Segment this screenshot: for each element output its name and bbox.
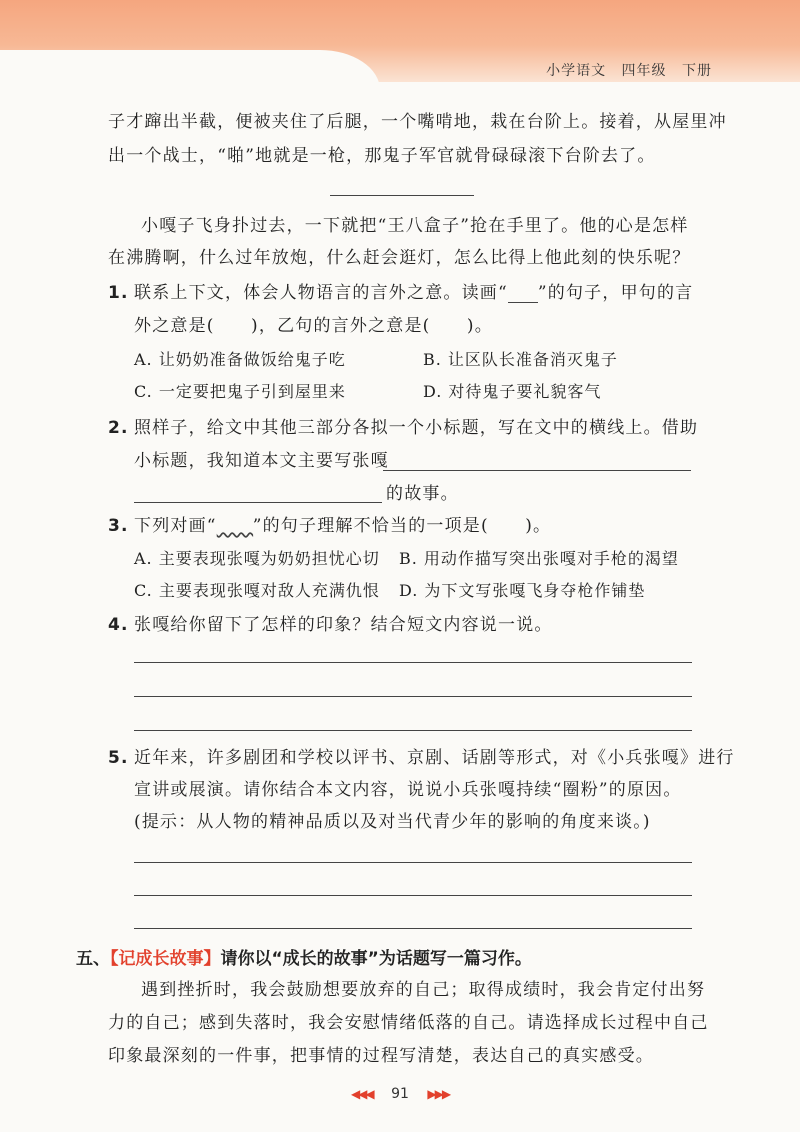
section-five-body-3: 印象最深刻的一件事，把事情的过程写清楚，表达自己的真实感受。: [108, 1046, 654, 1066]
q2-answer-blank-1[interactable]: [383, 470, 691, 471]
page-footer: [0, 1086, 800, 1102]
question-1-answer-line[interactable]: 外之意是( )，乙句的言外之意是( )。: [134, 316, 493, 336]
question-2-line2: 小标题，我知道本文主要写张嘎: [134, 451, 389, 471]
q1-option-d[interactable]: D. 对待鬼子要礼貌客气: [423, 382, 602, 401]
question-5: [108, 748, 735, 768]
q4-answer-line-2[interactable]: [134, 696, 692, 697]
q5-answer-line-1[interactable]: [134, 862, 692, 863]
prev-arrows-icon: ◀◀◀: [350, 1087, 373, 1101]
question-text: 照样子，给文中其他三部分各拟一个小标题，写在文中的横线上。借助: [134, 418, 699, 438]
question-1: [108, 283, 693, 303]
question-2: [108, 418, 698, 438]
course-label: [536, 60, 712, 80]
wavy-underline-sample: [217, 516, 253, 536]
question-text: ”的句子理解不恰当的一项是( )。: [252, 516, 552, 536]
straight-underline-sample: [508, 302, 538, 303]
q4-answer-line-1[interactable]: [134, 662, 692, 663]
q5-answer-line-2[interactable]: [134, 895, 692, 896]
subject: 小学语文: [546, 63, 607, 79]
q3-option-b[interactable]: B. 用动作描写突出张嘎对手枪的渴望: [399, 549, 679, 568]
question-text: ”的句子，甲句的言: [537, 283, 694, 303]
q1-option-b[interactable]: B. 让区队长准备消灭鬼子: [423, 350, 618, 369]
q3-option-c[interactable]: C. 主要表现张嘎对敌人充满仇恨: [134, 581, 380, 600]
page-number: 91: [391, 1086, 409, 1102]
q3-option-a[interactable]: A. 主要表现张嘎为奶奶担忧心切: [134, 549, 380, 568]
passage-line-2: 出一个战士，“啪”地就是一枪，那鬼子军官就骨碌碌滚下台阶去了。: [108, 146, 656, 166]
volume: 下册: [682, 63, 712, 79]
question-5-hint: (提示：从人物的精神品质以及对当代青少年的影响的角度来谈。): [134, 812, 651, 832]
question-text: 近年来，许多剧团和学校以评书、京剧、话剧等形式，对《小兵张嘎》进行: [134, 748, 735, 768]
q2-answer-blank-2[interactable]: [134, 502, 382, 503]
passage-line-1: 子才蹿出半截，便被夹住了后腿，一个嘴啃地，栽在台阶上。接着，从屋里冲: [108, 112, 727, 132]
q5-answer-line-3[interactable]: [134, 928, 692, 929]
passage-line-4: 在沸腾啊，什么过年放炮，什么赶会逛灯，怎么比得上他此刻的快乐呢？: [108, 248, 691, 268]
question-text: 联系上下文，体会人物语言的言外之意。读画“: [134, 283, 508, 303]
section-label: 五、: [76, 949, 110, 969]
section-tag: 【记成长故事】: [110, 949, 221, 969]
q3-option-d[interactable]: D. 为下文写张嘎飞身夺枪作铺垫: [399, 581, 646, 600]
subtitle-blank-line[interactable]: [330, 195, 474, 196]
question-number: 2.: [108, 418, 129, 438]
question-number: 3.: [108, 516, 129, 536]
q1-option-c[interactable]: C. 一定要把鬼子引到屋里来: [134, 382, 346, 401]
section-five-body-1: 遇到挫折时，我会鼓励想要放弃的自己；取得成绩时，我会肯定付出努: [141, 980, 706, 1000]
question-4: [108, 615, 553, 635]
question-text: 下列对画“: [134, 516, 217, 536]
question-5-line2: 宣讲或展演。请你结合本文内容，说说小兵张嘎持续“圈粉”的原因。: [134, 780, 682, 800]
question-number: 5.: [108, 748, 129, 768]
passage-line-3: 小嘎子飞身扑过去，一下就把“王八盒子”抢在手里了。他的心是怎样: [141, 216, 689, 236]
section-five-body-2: 力的自己；感到失落时，我会安慰情绪低落的自己。请选择成长过程中自己: [108, 1013, 709, 1033]
question-number: 4.: [108, 615, 129, 635]
section-five-heading: [76, 944, 532, 969]
q4-answer-line-3[interactable]: [134, 730, 692, 731]
next-arrows-icon: ▶▶▶: [427, 1087, 450, 1101]
question-text: 张嘎给你留下了怎样的印象？结合短文内容说一说。: [134, 615, 553, 635]
section-title: 请你以“成长的故事”为话题写一篇习作。: [220, 949, 532, 969]
q1-option-a[interactable]: A. 让奶奶准备做饭给鬼子吃: [134, 350, 346, 369]
question-3: [108, 516, 551, 536]
grade: 四年级: [621, 63, 667, 79]
question-number: 1.: [108, 283, 129, 303]
question-2-tail: 的故事。: [386, 484, 459, 504]
